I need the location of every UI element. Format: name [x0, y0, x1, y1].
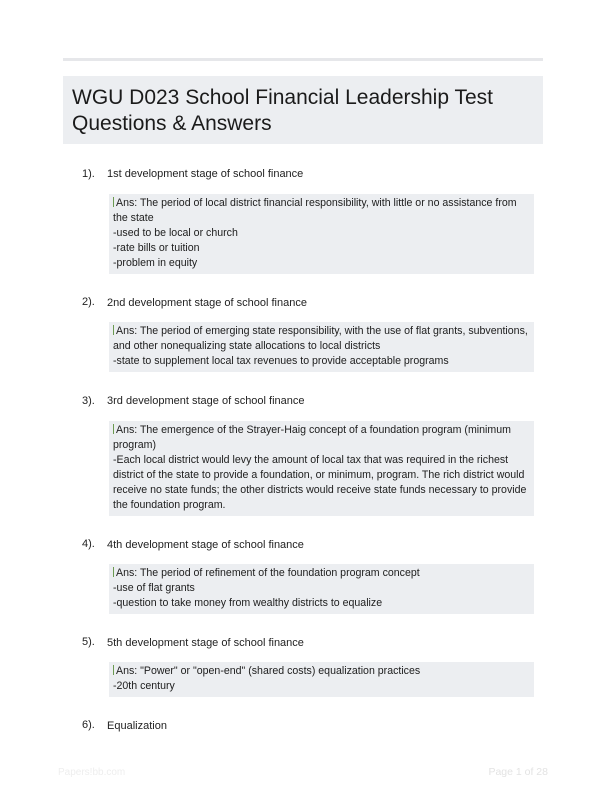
answer-box — [109, 564, 534, 614]
answer-box — [109, 421, 534, 516]
answer-marker — [113, 325, 114, 335]
answer-line: -state to supplement local tax revenues to provide acceptable programs — [113, 355, 449, 367]
answer-marker — [113, 197, 114, 207]
answer-line: the state — [113, 212, 154, 224]
answer-marker — [113, 567, 114, 577]
question-text: 3rd development stage of school finance — [107, 395, 305, 407]
answer-line: -question to take money from wealthy districts to equalize — [113, 597, 383, 609]
page-title-line-2: Questions & Answers — [72, 112, 272, 135]
question-number: 2). — [82, 296, 95, 308]
question-number: 3). — [82, 395, 95, 407]
answer-box — [109, 322, 534, 372]
answer-line: -Each local district would levy the amount of local tax that was required in the richest — [113, 454, 509, 466]
answer-line: district of the state to provide a foundation, or minimum, program. The rich district would — [113, 469, 525, 481]
answer-line: the foundation program. — [113, 499, 226, 511]
page-number: Page 1 of 28 — [488, 766, 548, 778]
answer-box — [109, 194, 534, 274]
answer-line: -20th century — [113, 680, 175, 692]
question-text: 5th development stage of school finance — [107, 637, 304, 649]
question-text: 4th development stage of school finance — [107, 539, 304, 551]
answer-line: receive no state funds; the other districts would receive state funds necessary to provide — [113, 484, 527, 496]
answer-line: and other nonequalizing state allocations to local districts — [113, 340, 381, 352]
answer-line: Ans: "Power" or "open-end" (shared costs) equalization practices — [113, 664, 534, 679]
page-title-line-1: WGU D023 School Financial Leadership Test — [72, 86, 493, 109]
answer-box — [109, 662, 534, 697]
answer-line: Ans: The period of emerging state responsibility, with the use of flat grants, subventions, — [113, 324, 534, 339]
answer-line: -problem in equity — [113, 257, 198, 269]
question-text: 2nd development stage of school finance — [107, 297, 307, 309]
question-number: 6). — [82, 719, 95, 731]
question-number: 5). — [82, 636, 95, 648]
answer-marker — [113, 424, 114, 434]
footer-watermark: Papers!bb.com — [58, 767, 126, 778]
question-number: 4). — [82, 538, 95, 550]
answer-line: -rate bills or tuition — [113, 242, 200, 254]
answer-line: -used to be local or church — [113, 227, 238, 239]
answer-line: program) — [113, 439, 156, 451]
answer-marker — [113, 665, 114, 675]
answer-line: Ans: The emergence of the Strayer-Haig concept of a foundation program (minimum — [113, 423, 534, 438]
question-text: Equalization — [107, 720, 167, 732]
answer-line: -use of flat grants — [113, 582, 195, 594]
answer-line: Ans: The period of local district financial responsibility, with little or no assistance from — [113, 196, 534, 211]
answer-line: Ans: The period of refinement of the foundation program concept — [113, 566, 534, 581]
question-text: 1st development stage of school finance — [107, 168, 304, 180]
question-number: 1). — [82, 168, 95, 180]
